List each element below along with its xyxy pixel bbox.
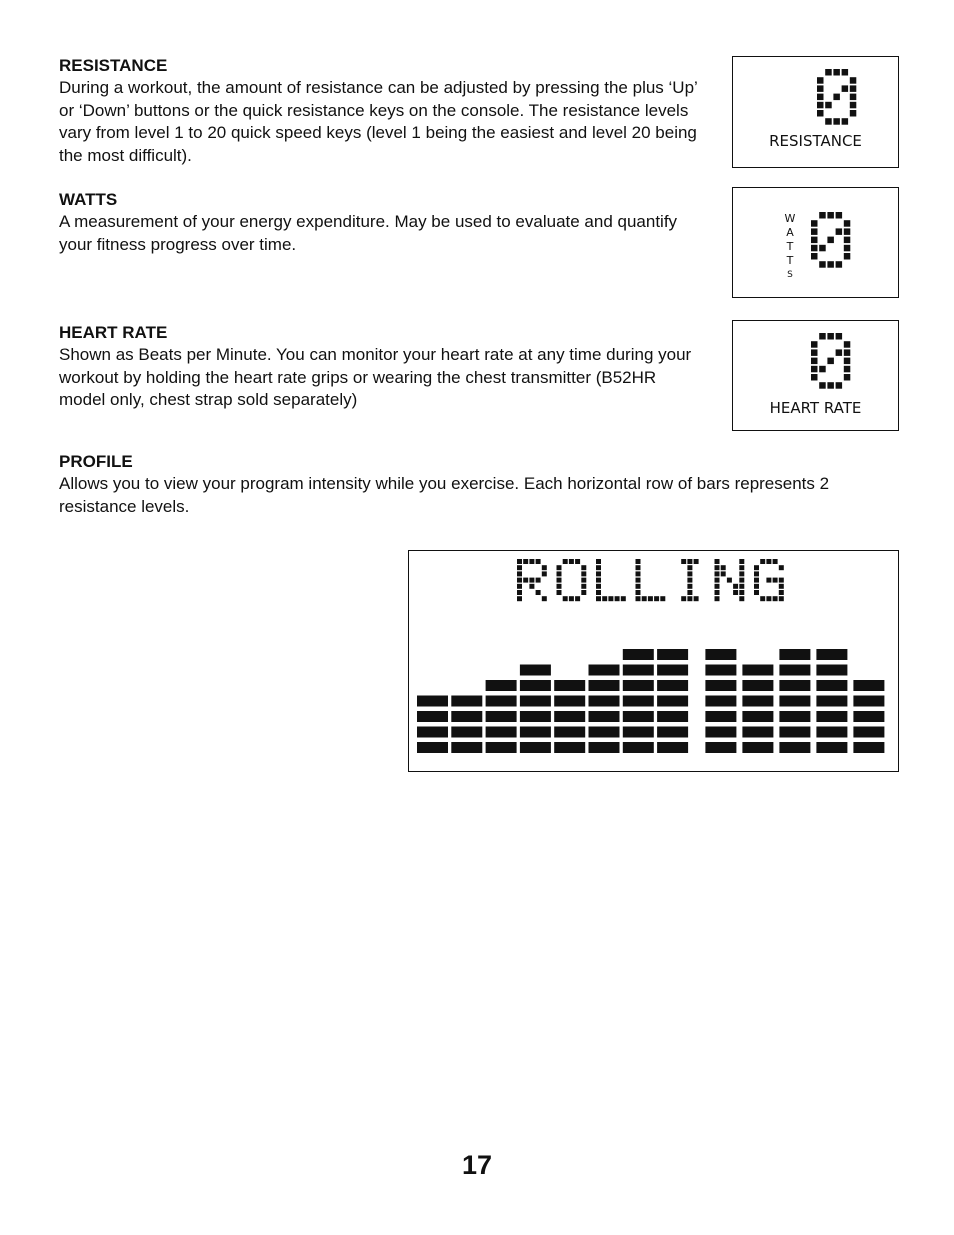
program-name-dot (779, 590, 784, 595)
program-name-dot (517, 596, 522, 601)
resistance-heading: RESISTANCE (59, 56, 168, 75)
digit-dot (833, 118, 840, 125)
program-name-dot (739, 584, 744, 589)
program-name-dot (596, 578, 601, 583)
digit-dot (844, 237, 851, 244)
program-name-dot (721, 565, 726, 570)
digit-dot (825, 102, 832, 109)
program-name-dot (517, 571, 522, 576)
profile-bar-segment (451, 727, 482, 738)
program-name-dot (563, 596, 568, 601)
program-name-dot (596, 584, 601, 589)
program-name-dot (581, 590, 586, 595)
profile-bar-segment (779, 711, 810, 722)
digit-dot (819, 212, 826, 219)
digit-dot (811, 349, 818, 356)
profile-bar-segment (520, 696, 551, 707)
program-name-dot (523, 559, 528, 564)
digit-dot (827, 212, 834, 219)
program-name-dot (687, 565, 692, 570)
profile-bar-segment (853, 727, 884, 738)
digit-dot (836, 349, 843, 356)
program-name-dot (694, 559, 699, 564)
digit-dot (827, 237, 834, 244)
heart-rate-display (732, 320, 899, 431)
profile-bar-segment (486, 680, 517, 691)
program-name-dot (542, 565, 547, 570)
program-name-dot (687, 590, 692, 595)
resistance-description: During a workout, the amount of resistance can be adjusted by pressing the plus ‘Up’ or ‘Down’ buttons or the quick resistance keys on the console. The resistance levels vary from level 1 to 20 quick speed keys (level 1 being the easiest and level 20 being the most difficult). (59, 78, 698, 165)
digit-dot (827, 261, 834, 268)
program-name-dot (773, 578, 778, 583)
program-name-dot (575, 596, 580, 601)
program-name-dot (596, 571, 601, 576)
digit-dot (827, 382, 834, 389)
profile-bar-segment (554, 696, 585, 707)
program-name-dot (766, 559, 771, 564)
digit-dot (844, 228, 851, 235)
profile-display (408, 550, 899, 772)
digit-dot (819, 333, 826, 340)
program-name-dot (517, 578, 522, 583)
profile-bar-segment (742, 727, 773, 738)
program-name-dot (636, 565, 641, 570)
profile-bar-segment (623, 711, 654, 722)
program-name-dot (760, 596, 765, 601)
profile-bar-segment (816, 711, 847, 722)
profile-bar-segment (657, 742, 688, 753)
program-name-dot (779, 584, 784, 589)
program-name-dot (733, 590, 738, 595)
profile-bar-segment (779, 665, 810, 676)
digit-dot (836, 333, 843, 340)
digit-dot (850, 94, 857, 101)
program-name-dot (687, 596, 692, 601)
program-name-dot (739, 559, 744, 564)
program-name-dot (715, 565, 720, 570)
digit-dot (844, 374, 851, 381)
profile-bar-segment (486, 727, 517, 738)
profile-bar-segment (623, 727, 654, 738)
program-name-dot (715, 578, 720, 583)
profile-bar-segment (417, 711, 448, 722)
digit-dot (842, 69, 849, 76)
watts-label-letter: T (786, 254, 794, 267)
digit-dot (817, 94, 824, 101)
profile-bar-segment (486, 742, 517, 753)
digit-dot (833, 94, 840, 101)
program-name-dot (681, 559, 686, 564)
heart-rate-digit (811, 333, 851, 393)
profile-bar-segment (779, 696, 810, 707)
program-name-dot (739, 596, 744, 601)
digit-dot (811, 366, 818, 373)
profile-heading: PROFILE (59, 452, 133, 471)
profile-bar-segment (816, 665, 847, 676)
profile-bar-segment (657, 665, 688, 676)
profile-bar-segment (589, 742, 620, 753)
program-name-dot (739, 578, 744, 583)
program-name-dot (517, 565, 522, 570)
program-name-dot (557, 565, 562, 570)
profile-bar-segment (779, 649, 810, 660)
profile-bar-segment (742, 711, 773, 722)
program-name-dot (779, 596, 784, 601)
profile-bar-segment (705, 696, 736, 707)
resistance-section (59, 55, 699, 167)
digit-dot (844, 341, 851, 348)
program-name-dot (754, 578, 759, 583)
watts-label-letter: T (786, 240, 794, 253)
program-name-dot (569, 559, 574, 564)
profile-bar-segment (657, 711, 688, 722)
watts-display (732, 187, 899, 298)
watts-label-letter: S (787, 270, 793, 280)
program-name-dot (596, 565, 601, 570)
program-name-dot (636, 571, 641, 576)
program-name-dot (766, 578, 771, 583)
profile-bar-segment (779, 742, 810, 753)
profile-bar-segment (520, 711, 551, 722)
digit-dot (833, 69, 840, 76)
program-name-dot (681, 596, 686, 601)
program-name-dot (660, 596, 665, 601)
resistance-digit (817, 69, 857, 129)
program-name-dot (621, 596, 626, 601)
program-name-dot (779, 565, 784, 570)
digit-dot (819, 245, 826, 252)
profile-bar-segment (816, 696, 847, 707)
program-name-dot (536, 578, 541, 583)
program-name-dot (636, 559, 641, 564)
profile-bar-segment (816, 649, 847, 660)
digit-dot (844, 349, 851, 356)
program-name-dot (687, 578, 692, 583)
digit-dot (844, 245, 851, 252)
program-name-dot (779, 578, 784, 583)
profile-bar-segment (853, 742, 884, 753)
watts-section (59, 189, 699, 256)
program-name-dot (687, 559, 692, 564)
digit-dot (811, 228, 818, 235)
program-name-dot (542, 571, 547, 576)
program-name-dot (636, 590, 641, 595)
watts-heading: WATTS (59, 190, 118, 209)
program-name-dot (721, 571, 726, 576)
digit-dot (850, 110, 857, 117)
heart-rate-description: Shown as Beats per Minute. You can monitor your heart rate at any time during your workout by holding the heart rate grips or wearing the chest transmitter (B52HR model only, chest strap sold separately) (59, 345, 692, 409)
heart-rate-display-label: HEART RATE (769, 399, 862, 417)
digit-dot (819, 261, 826, 268)
profile-bar-segment (417, 696, 448, 707)
program-name-dot (715, 584, 720, 589)
digit-dot (825, 69, 832, 76)
profile-bar-segment (816, 680, 847, 691)
profile-bar-segment (417, 742, 448, 753)
profile-bar-segment (742, 680, 773, 691)
program-name-dot (596, 559, 601, 564)
program-name-dot (766, 596, 771, 601)
profile-bar-segment (589, 711, 620, 722)
program-name-dot (523, 578, 528, 583)
program-name-dot (517, 559, 522, 564)
profile-bar-segment (657, 680, 688, 691)
digit-dot (811, 237, 818, 244)
program-name-dot (687, 571, 692, 576)
program-name-dot (596, 596, 601, 601)
profile-bar-segment (451, 742, 482, 753)
profile-bar-chart (417, 649, 893, 761)
profile-bar-segment (853, 696, 884, 707)
profile-bar-segment (742, 665, 773, 676)
digit-dot (836, 382, 843, 389)
program-name-dot (636, 584, 641, 589)
profile-section (59, 451, 899, 518)
profile-bar-segment (554, 680, 585, 691)
digit-dot (811, 341, 818, 348)
program-name-dot (636, 596, 641, 601)
profile-bar-segment (742, 742, 773, 753)
watts-label-letter: W (784, 212, 796, 225)
digit-dot (811, 358, 818, 365)
profile-bar-segment (486, 696, 517, 707)
program-name-dot (517, 590, 522, 595)
profile-bar-segment (657, 727, 688, 738)
profile-bar-segment (779, 727, 810, 738)
watts-description: A measurement of your energy expenditure. May be used to evaluate and quantify your fitness progress over time. (59, 212, 678, 254)
profile-bar-segment (589, 665, 620, 676)
digit-dot (825, 118, 832, 125)
program-name-dot (715, 571, 720, 576)
digit-dot (844, 366, 851, 373)
program-name-dot (517, 584, 522, 589)
program-name-dot (739, 571, 744, 576)
program-name-dot (575, 559, 580, 564)
profile-bar-segment (554, 727, 585, 738)
program-name-dot (715, 596, 720, 601)
digit-dot (844, 358, 851, 365)
digit-dot (850, 77, 857, 84)
profile-bar-segment (520, 742, 551, 753)
watts-label-letter: A (786, 226, 794, 239)
digit-dot (842, 118, 849, 125)
profile-bar-segment (451, 711, 482, 722)
program-name-dot (654, 596, 659, 601)
program-name-dot (536, 590, 541, 595)
program-name-dot (754, 584, 759, 589)
digit-dot (850, 85, 857, 92)
digit-dot (811, 245, 818, 252)
profile-bar-segment (554, 711, 585, 722)
program-name-dot (754, 565, 759, 570)
program-name-dot (557, 578, 562, 583)
program-name-dot (687, 584, 692, 589)
profile-bar-segment (705, 680, 736, 691)
digit-dot (850, 102, 857, 109)
program-name-dot (608, 596, 613, 601)
profile-bar-segment (520, 727, 551, 738)
digit-dot (827, 358, 834, 365)
digit-dot (817, 110, 824, 117)
digit-dot (844, 220, 851, 227)
profile-bar-segment (742, 696, 773, 707)
program-name-dot (773, 596, 778, 601)
digit-dot (844, 253, 851, 260)
program-name-dot (739, 590, 744, 595)
profile-bar-segment (853, 680, 884, 691)
profile-bar-segment (779, 680, 810, 691)
program-name-dot (557, 584, 562, 589)
heart-rate-section (59, 322, 699, 412)
profile-bar-segment (705, 727, 736, 738)
digit-dot (811, 253, 818, 260)
program-name-dot (536, 559, 541, 564)
digit-dot (836, 228, 843, 235)
profile-bar-segment (589, 696, 620, 707)
program-name-dot (563, 559, 568, 564)
program-name-dot (715, 590, 720, 595)
profile-bar-segment (451, 696, 482, 707)
profile-bar-segment (417, 727, 448, 738)
program-name-dot (581, 578, 586, 583)
profile-bar-segment (623, 680, 654, 691)
profile-bar-segment (705, 711, 736, 722)
program-name-dot (569, 596, 574, 601)
heart-rate-heading: HEART RATE (59, 323, 168, 342)
program-name-dot (642, 596, 647, 601)
digit-dot (817, 102, 824, 109)
program-name-dot (715, 559, 720, 564)
program-name-dot (557, 590, 562, 595)
profile-bar-segment (520, 665, 551, 676)
digit-dot (836, 261, 843, 268)
program-name-dot (648, 596, 653, 601)
profile-bar-segment (705, 742, 736, 753)
program-name-dot (615, 596, 620, 601)
digit-dot (819, 366, 826, 373)
digit-dot (842, 85, 849, 92)
profile-bar-segment (486, 711, 517, 722)
page-number: 17 (461, 1150, 493, 1180)
program-name-dot (694, 596, 699, 601)
profile-bar-segment (589, 680, 620, 691)
program-name-dot-matrix (517, 559, 797, 609)
program-name-dot (754, 590, 759, 595)
resistance-display-label: RESISTANCE (769, 132, 862, 150)
resistance-display (732, 56, 899, 168)
profile-description: Allows you to view your program intensity while you exercise. Each horizontal row of bars represents 2 resistance levels. (59, 474, 830, 516)
program-name-dot (581, 571, 586, 576)
profile-bar-segment (853, 711, 884, 722)
program-name-dot (529, 584, 534, 589)
digit-dot (827, 333, 834, 340)
profile-bar-segment (816, 727, 847, 738)
profile-bar-segment (657, 696, 688, 707)
program-name-dot (529, 559, 534, 564)
digit-dot (817, 77, 824, 84)
profile-bar-segment (705, 665, 736, 676)
digit-dot (819, 382, 826, 389)
program-name-dot (602, 596, 607, 601)
profile-bar-segment (520, 680, 551, 691)
profile-bar-segment (589, 727, 620, 738)
digit-dot (836, 212, 843, 219)
watts-digit (811, 212, 851, 272)
program-name-dot (636, 578, 641, 583)
digit-dot (811, 220, 818, 227)
program-name-dot (727, 578, 732, 583)
program-name-dot (754, 571, 759, 576)
program-name-dot (733, 584, 738, 589)
program-name-dot (773, 559, 778, 564)
program-name-dot (739, 565, 744, 570)
program-name-dot (542, 596, 547, 601)
watts-vertical-label (783, 212, 797, 282)
profile-bar-segment (623, 665, 654, 676)
profile-bar-segment (623, 742, 654, 753)
digit-dot (817, 85, 824, 92)
program-name-dot (581, 584, 586, 589)
profile-bar-segment (705, 649, 736, 660)
profile-bar-segment (623, 696, 654, 707)
program-name-dot (596, 590, 601, 595)
profile-bar-segment (623, 649, 654, 660)
profile-bar-segment (554, 742, 585, 753)
profile-bar-segment (657, 649, 688, 660)
profile-bar-segment (816, 742, 847, 753)
program-name-dot (557, 571, 562, 576)
program-name-dot (760, 559, 765, 564)
program-name-dot (529, 578, 534, 583)
digit-dot (811, 374, 818, 381)
program-name-dot (581, 565, 586, 570)
